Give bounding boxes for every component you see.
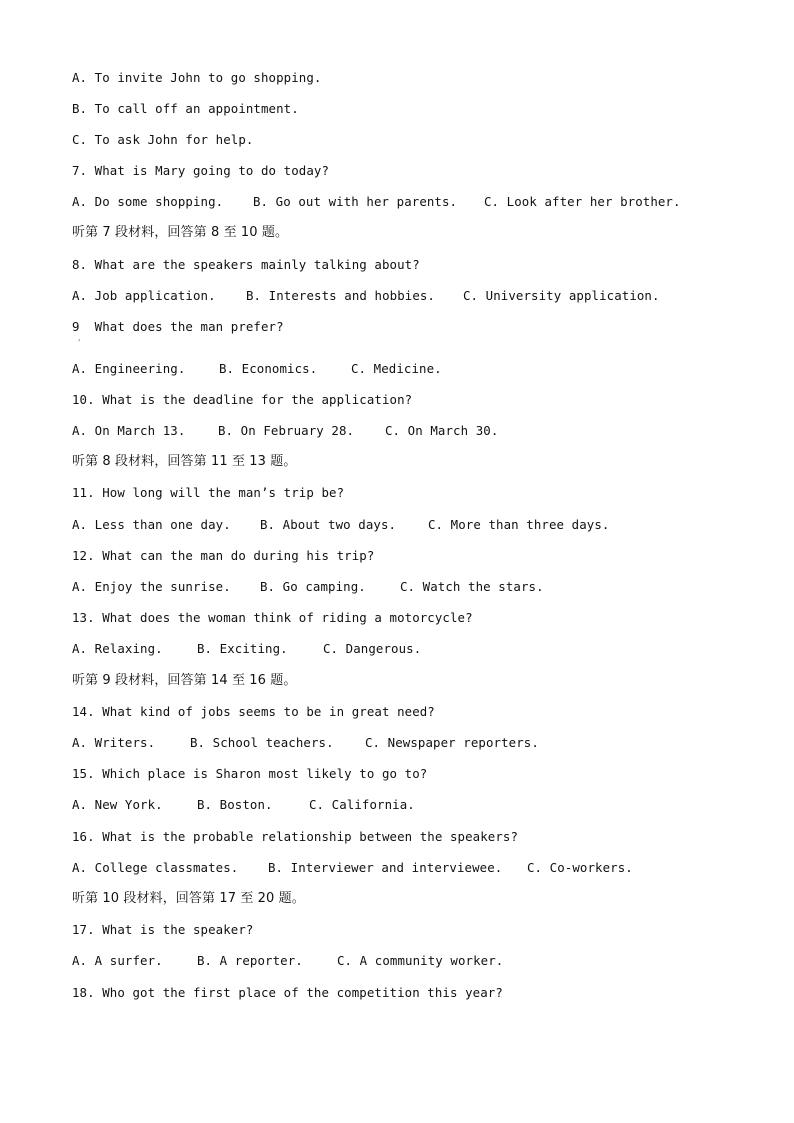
answer-option: C. University application. xyxy=(463,288,660,303)
answer-option: B. Exciting. xyxy=(197,641,288,656)
answer-option: B. Go camping. xyxy=(260,579,366,594)
answer-option: A. Writers. xyxy=(72,735,156,750)
answer-option: A. Enjoy the sunrise. xyxy=(72,579,231,594)
answer-option: C. Co-workers. xyxy=(527,860,633,875)
question-text: 18. Who got the first place of the competition this year? xyxy=(72,985,503,1000)
question-text: A. To invite John to go shopping. xyxy=(72,70,322,85)
question-text: 12. What can the man do during his trip? xyxy=(72,548,375,563)
answer-option: A. Engineering. xyxy=(72,361,186,376)
question-text: 13. What does the woman think of riding a motorcycle? xyxy=(72,610,473,625)
answer-option: C. More than three days. xyxy=(428,517,610,532)
answer-option: A. Relaxing. xyxy=(72,641,163,656)
section-instruction: 听第 10 段材料，回答第 17 至 20 题。 xyxy=(72,891,305,906)
answer-option: B. Interviewer and interviewee. xyxy=(268,860,503,875)
answer-option: B. Go out with her parents. xyxy=(253,194,458,209)
question-text: 14. What kind of jobs seems to be in great need? xyxy=(72,704,435,719)
question-text: C. To ask John for help. xyxy=(72,132,254,147)
answer-option: B. On February 28. xyxy=(218,423,355,438)
answer-option: C. A community worker. xyxy=(337,953,504,968)
answer-option: B. Interests and hobbies. xyxy=(246,288,435,303)
question-text: 11. How long will the man’s trip be? xyxy=(72,485,345,500)
answer-option: A. New York. xyxy=(72,797,163,812)
answer-option: A. Job application. xyxy=(72,288,216,303)
answer-option: C. Dangerous. xyxy=(323,641,422,656)
answer-option: C. On March 30. xyxy=(385,423,499,438)
answer-option: C. Watch the stars. xyxy=(400,579,544,594)
answer-option: A. College classmates. xyxy=(72,860,239,875)
question-text: 17. What is the speaker? xyxy=(72,922,254,937)
answer-option: A. Do some shopping. xyxy=(72,194,224,209)
answer-option: B. Economics. xyxy=(219,361,318,376)
question-text: 10. What is the deadline for the application? xyxy=(72,392,413,407)
question-text: 15. Which place is Sharon most likely to go to? xyxy=(72,766,428,781)
answer-option: C. Medicine. xyxy=(351,361,442,376)
answer-option: C. Newspaper reporters. xyxy=(365,735,539,750)
answer-option: B. School teachers. xyxy=(190,735,334,750)
question-text: 9 What does the man prefer? xyxy=(72,319,284,334)
question-text: 7. What is Mary going to do today? xyxy=(72,163,330,178)
section-instruction: 听第 8 段材料，回答第 11 至 13 题。 xyxy=(72,454,297,469)
answer-option: B. About two days. xyxy=(260,517,397,532)
answer-option: C. California. xyxy=(309,797,415,812)
answer-option: B. A reporter. xyxy=(197,953,303,968)
answer-option: A. On March 13. xyxy=(72,423,186,438)
answer-option: A. Less than one day. xyxy=(72,517,231,532)
question-text: 8. What are the speakers mainly talking about? xyxy=(72,257,420,272)
question-text: B. To call off an appointment. xyxy=(72,101,299,116)
answer-option: A. A surfer. xyxy=(72,953,163,968)
question-text: 16. What is the probable relationship between the speakers? xyxy=(72,829,519,844)
section-instruction: 听第 7 段材料，回答第 8 至 10 题。 xyxy=(72,225,289,240)
section-instruction: 听第 9 段材料，回答第 14 至 16 题。 xyxy=(72,673,297,688)
answer-option: C. Look after her brother. xyxy=(484,194,681,209)
answer-option: B. Boston. xyxy=(197,797,273,812)
stray-mark: ' xyxy=(78,338,81,347)
